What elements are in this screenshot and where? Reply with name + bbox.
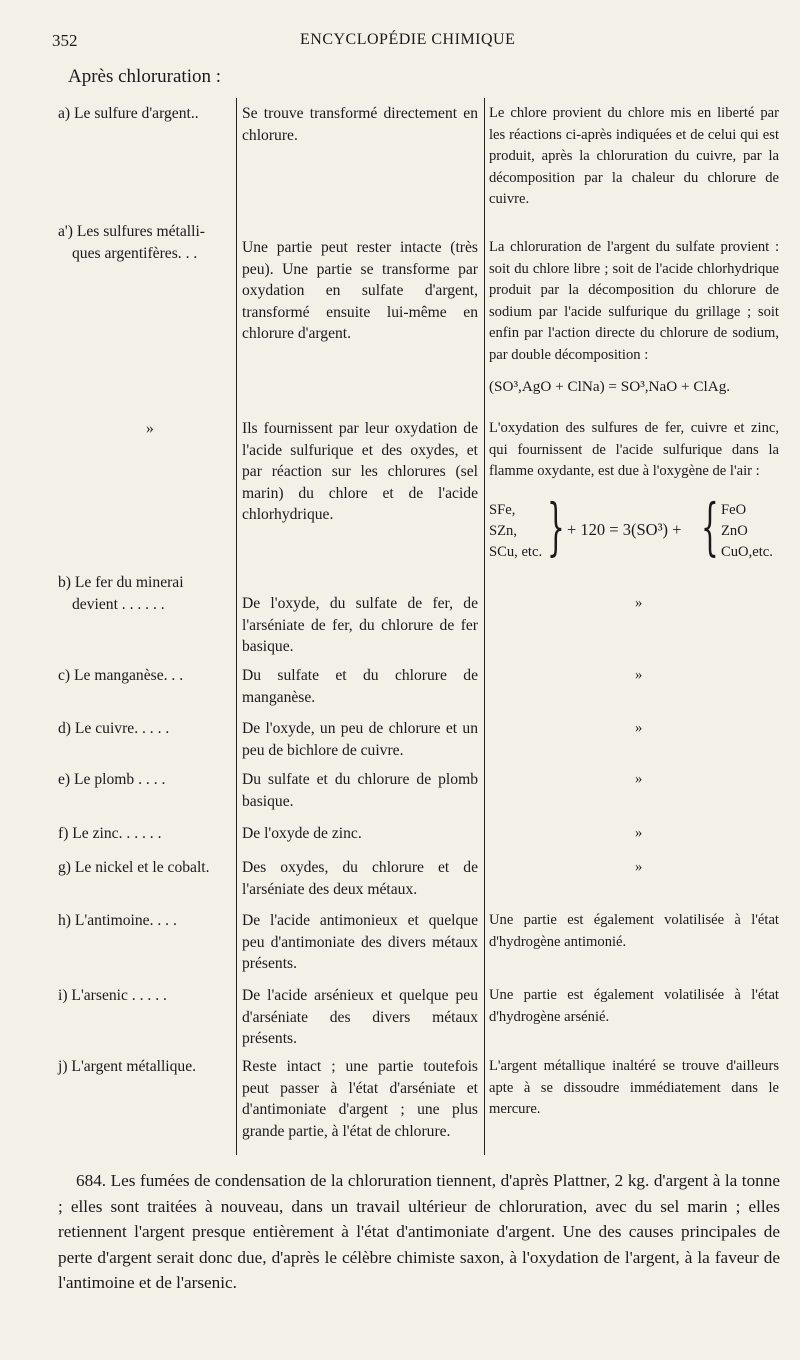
ditto-mark: »	[635, 825, 643, 841]
row-label: j) L'argent métallique.	[58, 1058, 197, 1075]
paragraph-number: 684.	[76, 1171, 107, 1190]
ditto-mark: »	[635, 859, 643, 875]
equation-middle: + 120 = 3(SO³) +	[567, 520, 682, 539]
row-effect: De l'acide arsénieux et quelque peu d'arséniate des divers métaux présents.	[242, 987, 478, 1047]
equation-term: SFe,	[489, 502, 516, 518]
row-label: i) L'arsenic . . . . .	[58, 987, 167, 1004]
left-brace: {	[701, 490, 719, 563]
column-rule-right	[484, 98, 485, 1155]
row-label: »	[146, 420, 154, 437]
row-label: h) L'antimoine. . . .	[58, 912, 177, 929]
row-label-line: a') Les sulfures métalli-	[58, 223, 205, 240]
row-note: L'argent métallique inaltéré se trouve d'ailleurs apte à se dissoudre immédiatement dans le mercure.	[489, 1058, 779, 1117]
running-title: ENCYCLOPÉDIE CHIMIQUE	[300, 31, 516, 48]
row-note: Une partie est également volatilisée à l'état d'hydrogène antimonié.	[489, 912, 779, 950]
row-formula: (SO³,AgO + ClNa) = SO³,NaO + ClAg.	[489, 378, 731, 395]
row-effect: Une partie peut rester intacte (très peu). Une partie se transforme par oxydation en sulfate d'argent, transformé ensuite lui-même en chlorure d'argent.	[242, 239, 478, 342]
row-label: a) Le sulfure d'argent..	[58, 105, 199, 122]
column-rule-left	[236, 98, 237, 1155]
oxidation-equation	[489, 490, 779, 564]
page-number: 352	[52, 31, 78, 50]
row-effect: Du sulfate et du chlorure de plomb basique.	[242, 771, 478, 810]
ditto-mark: »	[635, 667, 643, 683]
equation-term: CuO,etc.	[721, 544, 773, 560]
row-label: e) Le plomb . . . .	[58, 771, 166, 788]
equation-right	[721, 500, 773, 563]
row-label-line: b) Le fer du minerai	[58, 574, 184, 591]
row-note: Le chlore provient du chlore mis en liberté par les réactions ci-après indiquées et de celui qui est produit, après la chloruration du cuivre, par la décomposition par la chaleur du chlorure de cuivre.	[489, 105, 779, 207]
equation-term: SZn,	[489, 523, 517, 539]
row-effect: De l'oxyde, du sulfate de fer, de l'arséniate de fer, du chlorure de fer basique.	[242, 595, 478, 655]
row-effect: De l'oxyde de zinc.	[242, 825, 362, 842]
row-label-line: ques argentifères. . .	[72, 244, 198, 262]
paragraph-text: Les fumées de condensation de la chloruration tiennent, d'après Plattner, 2 kg. d'argent à la tonne ; elles sont traitées à nouveau, dans un travail ultérieur de chloruration, avec du sel marin ; elles retiennent l'argent presque entièrement à l'état d'antimoniate d'argent. Une des causes principales de perte d'argent serait donc due, d'après le célèbre chimiste saxon, à l'oxydation de l'argent, à la faveur de l'antimoine et de l'arsenic.	[58, 1171, 780, 1292]
section-title: Après chloruration :	[68, 66, 222, 87]
row-effect: Se trouve transformé directement en chlorure.	[242, 105, 478, 144]
row-effect: Des oxydes, du chlorure et de l'arséniate des deux métaux.	[242, 859, 478, 898]
row-note: L'oxydation des sulfures de fer, cuivre et zinc, qui fournissent de l'acide sulfurique dans la flamme oxydante, est due à l'oxygène de l'air :	[489, 420, 779, 479]
row-note: La chloruration de l'argent du sulfate provient : soit du chlore libre ; soit de l'acide chlorhydrique produit par la décomposition du chlorure de sodium par l'acide sulfurique du grillage ; soit enfin par l'action directe du chlorure de sodium, par double décomposition :	[489, 239, 779, 363]
equation-term: ZnO	[721, 523, 748, 539]
ditto-mark: »	[635, 720, 643, 736]
ditto-mark: »	[635, 595, 643, 611]
equation-term: FeO	[721, 502, 747, 518]
row-effect: De l'oxyde, un peu de chlorure et un peu de bichlore de cuivre.	[242, 720, 478, 759]
row-label: c) Le manganèse. . .	[58, 667, 184, 684]
row-label: f) Le zinc. . . . . .	[58, 825, 162, 842]
equation-term: SCu, etc.	[489, 544, 543, 560]
row-label	[58, 221, 236, 264]
row-label: d) Le cuivre. . . . .	[58, 720, 170, 737]
row-label: g) Le nickel et le cobalt.	[58, 859, 210, 876]
row-effect: Reste intact ; une partie toutefois peut passer à l'état d'arséniate et d'antimoniate d'argent ; une plus grande partie, à l'état de chlorure.	[242, 1058, 478, 1140]
row-effect: Ils fournissent par leur oxydation de l'acide sulfurique et des oxydes, et par réaction sur les chlorures (sel marin) du chlore et de l'acide chlorhydrique.	[242, 420, 478, 523]
ditto-mark: »	[635, 771, 643, 787]
row-label	[58, 572, 236, 615]
right-brace: }	[547, 490, 565, 563]
row-label-line: devient . . . . . .	[72, 595, 165, 613]
row-effect: De l'acide antimonieux et quelque peu d'antimoniate des divers métaux présents.	[242, 912, 478, 972]
equation-left	[489, 500, 542, 563]
paragraph-684	[58, 1168, 780, 1296]
row-effect: Du sulfate et du chlorure de manganèse.	[242, 667, 478, 706]
row-note: Une partie est également volatilisée à l'état d'hydrogène arsénié.	[489, 987, 779, 1025]
